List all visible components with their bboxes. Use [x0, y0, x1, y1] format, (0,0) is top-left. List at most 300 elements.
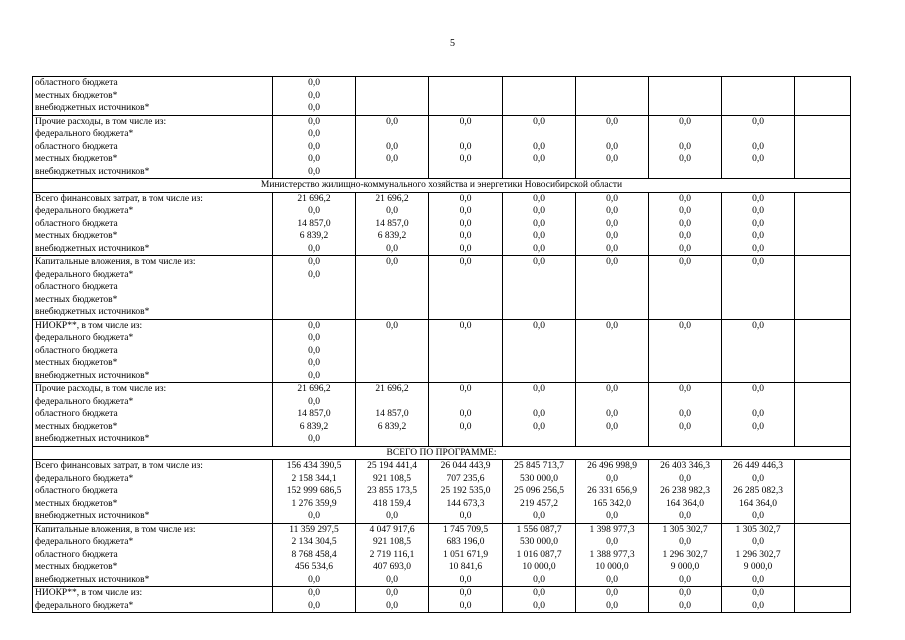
cell-value: 0,0: [533, 320, 545, 331]
cell-value: [505, 357, 573, 370]
value-cell: [649, 587, 722, 613]
cell-value: 0,0: [533, 116, 545, 127]
cell-value: 0,0: [386, 141, 398, 152]
row-label: НИОКР**, в том числе из:: [35, 320, 143, 331]
row-label-cell: [33, 383, 273, 447]
cell-value: [358, 281, 426, 294]
cell-value: [358, 357, 426, 370]
value-cell: [576, 319, 649, 383]
cell-value: 530 000,0: [520, 537, 558, 547]
value-cell: [722, 383, 795, 447]
cell-value: 0,0: [533, 206, 545, 216]
cell-value: 0,0: [679, 116, 691, 127]
cell-value: 2 719 116,1: [369, 549, 415, 560]
value-cell: [503, 587, 576, 613]
row-label: местных бюджетов*: [35, 498, 118, 509]
cell-value: 0,0: [606, 141, 618, 152]
cell-value: 0,0: [459, 421, 472, 432]
cell-value: [505, 77, 573, 90]
cell-value: [797, 370, 848, 383]
value-cell: [649, 523, 722, 587]
value-cell: [273, 523, 356, 587]
cell-value: [651, 396, 719, 409]
cell-value: 164 364,0: [666, 498, 704, 509]
cell-value: 0,0: [752, 588, 764, 598]
cell-value: [797, 536, 848, 549]
value-cell: [503, 383, 576, 447]
value-cell: [795, 587, 851, 613]
cell-value: 0,0: [533, 243, 545, 254]
cell-value: 0,0: [386, 511, 398, 521]
row-label: внебюджетных источников*: [35, 574, 150, 585]
row-label: внебюджетных источников*: [35, 307, 150, 317]
value-cell: [503, 115, 576, 179]
cell-value: [651, 306, 719, 319]
cell-value: 1 556 087,7: [516, 524, 562, 535]
cell-value: 0,0: [533, 421, 545, 432]
cell-value: [651, 128, 719, 141]
cell-value: [505, 269, 573, 282]
value-cell: [649, 115, 722, 179]
cell-value: 0,0: [606, 193, 618, 204]
cell-value: 1 745 709,5: [442, 524, 489, 535]
cell-value: 1 388 977,3: [589, 549, 635, 560]
cell-value: 0,0: [752, 600, 764, 611]
cell-value: [275, 306, 353, 319]
cell-value: 0,0: [533, 574, 545, 585]
cell-value: 407 693,0: [373, 562, 411, 572]
row-label: местных бюджетов*: [35, 154, 118, 164]
row-label: областного бюджета: [35, 549, 118, 560]
cell-value: 683 196,0: [446, 537, 485, 547]
cell-value: [797, 77, 848, 90]
cell-value: 0,0: [752, 193, 764, 204]
cell-value: [505, 370, 573, 383]
value-cell: [795, 460, 851, 524]
cell-value: [505, 396, 573, 409]
value-cell: [273, 256, 356, 320]
cell-value: 0,0: [752, 257, 764, 267]
cell-value: 0,0: [386, 574, 398, 585]
cell-value: [358, 306, 426, 319]
row-label: федерального бюджета*: [35, 537, 134, 547]
row-label: областного бюджета: [35, 141, 118, 152]
value-cell: [356, 192, 429, 256]
cell-value: 0,0: [606, 257, 618, 267]
row-label: внебюджетных источников*: [35, 511, 150, 521]
cell-value: 0,0: [308, 257, 320, 267]
value-cell: [429, 523, 503, 587]
value-cell: [795, 383, 851, 447]
cell-value: [358, 128, 426, 141]
cell-value: [797, 524, 848, 537]
cell-value: [724, 77, 792, 90]
value-cell: [649, 77, 722, 116]
cell-value: [505, 281, 573, 294]
cell-value: [578, 332, 646, 345]
cell-value: 0,0: [533, 511, 545, 521]
cell-value: [358, 433, 426, 446]
value-cell: [576, 77, 649, 116]
cell-value: [797, 116, 848, 129]
cell-value: [797, 90, 848, 103]
cell-value: 10 841,6: [448, 562, 483, 572]
row-label: Всего финансовых затрат, в том числе из:: [35, 461, 203, 471]
value-cell: [722, 192, 795, 256]
row-label: внебюджетных источников*: [35, 243, 150, 254]
cell-value: [797, 396, 848, 409]
table-row: [33, 77, 851, 116]
value-cell: [795, 77, 851, 116]
table-row: [33, 256, 851, 320]
cell-value: [724, 281, 792, 294]
table-row: [33, 523, 851, 587]
cell-value: [358, 77, 426, 90]
cell-value: [431, 357, 500, 370]
cell-value: 0,0: [752, 154, 764, 164]
cell-value: 0,0: [606, 384, 618, 394]
cell-value: [797, 498, 848, 511]
cell-value: [651, 166, 719, 179]
cell-value: 25 192 535,0: [440, 486, 491, 496]
cell-value: 1 305 302,7: [662, 524, 708, 535]
value-cell: [795, 319, 851, 383]
cell-value: [505, 306, 573, 319]
cell-value: 0,0: [679, 218, 691, 229]
value-cell: [429, 319, 503, 383]
value-cell: [576, 115, 649, 179]
value-cell: [722, 115, 795, 179]
cell-value: 0,0: [533, 154, 545, 164]
cell-value: [724, 294, 792, 307]
value-cell: [503, 77, 576, 116]
cell-value: 0,0: [459, 257, 472, 267]
row-label: федерального бюджета*: [35, 333, 134, 343]
cell-value: [578, 281, 646, 294]
cell-value: 25 845 713,7: [514, 461, 564, 471]
cell-value: 1 296 302,7: [662, 549, 708, 560]
row-label-cell: [33, 256, 273, 320]
cell-value: 0,0: [679, 243, 691, 254]
cell-value: 0,0: [679, 409, 691, 419]
cell-value: [724, 370, 792, 383]
cell-value: [431, 77, 500, 90]
row-label: областного бюджета: [35, 218, 118, 229]
cell-value: 0,0: [459, 206, 472, 216]
value-cell: [273, 319, 356, 383]
cell-value: [578, 306, 646, 319]
value-cell: [576, 460, 649, 524]
cell-value: [651, 370, 719, 383]
cell-value: [578, 90, 646, 103]
row-label: Всего финансовых затрат, в том числе из:: [35, 193, 203, 204]
cell-value: [651, 332, 719, 345]
cell-value: 2 134 304,5: [291, 537, 337, 547]
value-cell: [273, 192, 356, 256]
cell-value: 25 194 441,4: [367, 461, 417, 471]
cell-value: 456 534,6: [295, 562, 333, 572]
row-label: местных бюджетов*: [35, 90, 118, 101]
value-cell: [356, 383, 429, 447]
cell-value: 6 839,2: [299, 421, 329, 432]
cell-value: [724, 128, 792, 141]
cell-value: 0,0: [459, 600, 472, 611]
cell-value: [505, 332, 573, 345]
cell-value: 0,0: [533, 231, 545, 241]
cell-value: [358, 332, 426, 345]
cell-value: 1 051 671,9: [442, 549, 489, 560]
value-cell: [576, 383, 649, 447]
cell-value: 21 696,2: [297, 384, 331, 394]
cell-value: 0,0: [752, 206, 764, 216]
cell-value: [724, 269, 792, 282]
cell-value: 0,0: [459, 588, 472, 598]
value-cell: [503, 319, 576, 383]
row-label: федерального бюджета*: [35, 206, 134, 216]
cell-value: 1 276 359,9: [291, 498, 337, 509]
row-label-cell: [33, 460, 273, 524]
cell-value: 0,0: [606, 231, 618, 241]
cell-value: 0,0: [308, 103, 320, 113]
cell-value: 8 768 458,4: [291, 549, 337, 560]
cell-value: 0,0: [606, 537, 618, 547]
value-cell: [649, 256, 722, 320]
cell-value: 0,0: [606, 473, 618, 484]
cell-value: 23 855 173,5: [367, 486, 417, 496]
cell-value: 0,0: [308, 269, 320, 280]
cell-value: 10 000,0: [522, 562, 556, 572]
cell-value: [724, 357, 792, 370]
row-label-cell: [33, 319, 273, 383]
cell-value: 0,0: [308, 206, 320, 216]
cell-value: [797, 561, 848, 574]
row-label: федерального бюджета*: [35, 396, 134, 407]
cell-value: 25 096 256,5: [514, 486, 564, 496]
value-cell: [722, 523, 795, 587]
cell-value: 0,0: [308, 511, 320, 521]
row-label: Прочие расходы, в том числе из:: [35, 116, 167, 127]
cell-value: [431, 281, 500, 294]
value-cell: [273, 460, 356, 524]
cell-value: [797, 269, 848, 282]
cell-value: 26 044 443,9: [440, 461, 491, 471]
cell-value: 0,0: [679, 511, 691, 521]
cell-value: 0,0: [752, 218, 764, 229]
cell-value: 0,0: [308, 574, 320, 585]
cell-value: 0,0: [533, 141, 545, 152]
cell-value: 0,0: [752, 384, 764, 394]
cell-value: 0,0: [679, 421, 691, 432]
value-cell: [795, 523, 851, 587]
cell-value: [651, 77, 719, 90]
cell-value: 0,0: [606, 206, 618, 216]
cell-value: 0,0: [606, 218, 618, 229]
cell-value: 0,0: [386, 320, 398, 331]
cell-value: 0,0: [679, 231, 691, 241]
cell-value: [797, 383, 848, 396]
cell-value: 530 000,0: [520, 473, 558, 484]
cell-value: 0,0: [308, 129, 320, 139]
row-label: местных бюджетов*: [35, 421, 118, 432]
cell-value: 0,0: [308, 370, 320, 381]
value-cell: [722, 319, 795, 383]
cell-value: 0,0: [533, 257, 545, 267]
value-cell: [273, 383, 356, 447]
cell-value: [505, 128, 573, 141]
cell-value: [651, 433, 719, 446]
cell-value: [578, 357, 646, 370]
cell-value: [431, 128, 500, 141]
value-cell: [356, 587, 429, 613]
cell-value: 0,0: [752, 409, 764, 419]
row-label: местных бюджетов*: [35, 562, 118, 572]
value-cell: [649, 319, 722, 383]
cell-value: 0,0: [308, 243, 320, 254]
cell-value: [797, 281, 848, 294]
value-cell: [356, 523, 429, 587]
row-label: местных бюджетов*: [35, 294, 118, 305]
cell-value: 0,0: [752, 141, 764, 152]
row-label-cell: [33, 587, 273, 613]
cell-value: 0,0: [752, 574, 764, 585]
cell-value: [724, 166, 792, 179]
cell-value: [797, 473, 848, 486]
cell-value: 0,0: [459, 409, 472, 419]
cell-value: 21 696,2: [375, 193, 409, 204]
budget-table: [32, 76, 851, 613]
cell-value: 0,0: [459, 231, 472, 241]
row-label: областного бюджета: [35, 486, 118, 496]
value-cell: [576, 256, 649, 320]
cell-value: [578, 370, 646, 383]
cell-value: 0,0: [679, 600, 691, 611]
value-cell: [429, 192, 503, 256]
cell-value: 26 331 656,9: [587, 486, 637, 496]
cell-value: 0,0: [679, 574, 691, 585]
value-cell: [576, 587, 649, 613]
cell-value: 26 285 082,3: [733, 486, 783, 496]
cell-value: 0,0: [459, 243, 472, 254]
cell-value: [797, 256, 848, 269]
cell-value: 0,0: [752, 421, 764, 432]
value-cell: [722, 460, 795, 524]
value-cell: [722, 587, 795, 613]
cell-value: 0,0: [752, 320, 764, 331]
cell-value: 1 305 302,7: [735, 524, 781, 535]
cell-value: 0,0: [459, 154, 472, 164]
cell-value: [797, 460, 848, 473]
cell-value: [797, 294, 848, 307]
cell-value: 219 457,2: [520, 498, 558, 509]
value-cell: [576, 192, 649, 256]
cell-value: 0,0: [533, 600, 545, 611]
cell-value: 11 359 297,5: [289, 524, 339, 535]
cell-value: [651, 294, 719, 307]
cell-value: [505, 294, 573, 307]
cell-value: 0,0: [459, 141, 472, 152]
cell-value: 707 235,6: [446, 473, 485, 484]
cell-value: [505, 90, 573, 103]
value-cell: [273, 77, 356, 116]
cell-value: 0,0: [308, 600, 320, 611]
table-row: [33, 115, 851, 179]
cell-value: [578, 294, 646, 307]
row-label-cell: [33, 77, 273, 116]
cell-value: 0,0: [606, 116, 618, 127]
cell-value: [797, 166, 848, 179]
cell-value: 0,0: [752, 116, 764, 127]
cell-value: 0,0: [679, 141, 691, 152]
row-label: внебюджетных источников*: [35, 434, 150, 444]
cell-value: [431, 332, 500, 345]
section-heading-row: [33, 179, 851, 193]
cell-value: [431, 306, 500, 319]
cell-value: [724, 396, 792, 409]
cell-value: [797, 141, 848, 154]
cell-value: [578, 433, 646, 446]
row-label: Прочие расходы, в том числе из:: [35, 384, 167, 394]
row-label: Капитальные вложения, в том числе из:: [35, 257, 196, 267]
value-cell: [649, 383, 722, 447]
cell-value: [275, 294, 353, 307]
cell-value: 26 449 446,3: [733, 461, 783, 471]
cell-value: [797, 153, 848, 166]
cell-value: [797, 574, 848, 587]
cell-value: [797, 193, 848, 206]
cell-value: [431, 396, 500, 409]
cell-value: 21 696,2: [375, 384, 409, 394]
cell-value: [797, 421, 848, 434]
cell-value: [651, 269, 719, 282]
row-label: НИОКР**, в том числе из:: [35, 588, 143, 598]
cell-value: 1 016 087,7: [516, 549, 562, 560]
row-label: областного бюджета: [35, 345, 118, 356]
table-row: [33, 319, 851, 383]
cell-value: [797, 306, 848, 319]
value-cell: [356, 460, 429, 524]
cell-value: [358, 294, 426, 307]
cell-value: [724, 332, 792, 345]
cell-value: [431, 433, 500, 446]
value-cell: [429, 587, 503, 613]
cell-value: [797, 102, 848, 115]
table-row: [33, 587, 851, 613]
row-label: федерального бюджета*: [35, 473, 134, 484]
cell-value: 0,0: [533, 409, 545, 419]
cell-value: 1 398 977,3: [589, 524, 635, 535]
cell-value: 0,0: [308, 588, 320, 598]
cell-value: 0,0: [459, 116, 472, 127]
cell-value: 14 857,0: [375, 218, 409, 229]
cell-value: 0,0: [533, 588, 545, 598]
cell-value: 0,0: [386, 600, 398, 611]
row-label: местных бюджетов*: [35, 231, 118, 241]
cell-value: 0,0: [386, 154, 398, 164]
cell-value: [797, 332, 848, 345]
cell-value: 21 696,2: [297, 193, 331, 204]
cell-value: [797, 345, 848, 358]
cell-value: 0,0: [679, 193, 691, 204]
cell-value: 14 857,0: [297, 218, 331, 229]
row-label: областного бюджета: [35, 78, 118, 88]
cell-value: [797, 218, 848, 231]
cell-value: [797, 205, 848, 218]
cell-value: [358, 345, 426, 358]
cell-value: [724, 345, 792, 358]
value-cell: [649, 460, 722, 524]
cell-value: [578, 396, 646, 409]
cell-value: 0,0: [752, 537, 764, 547]
